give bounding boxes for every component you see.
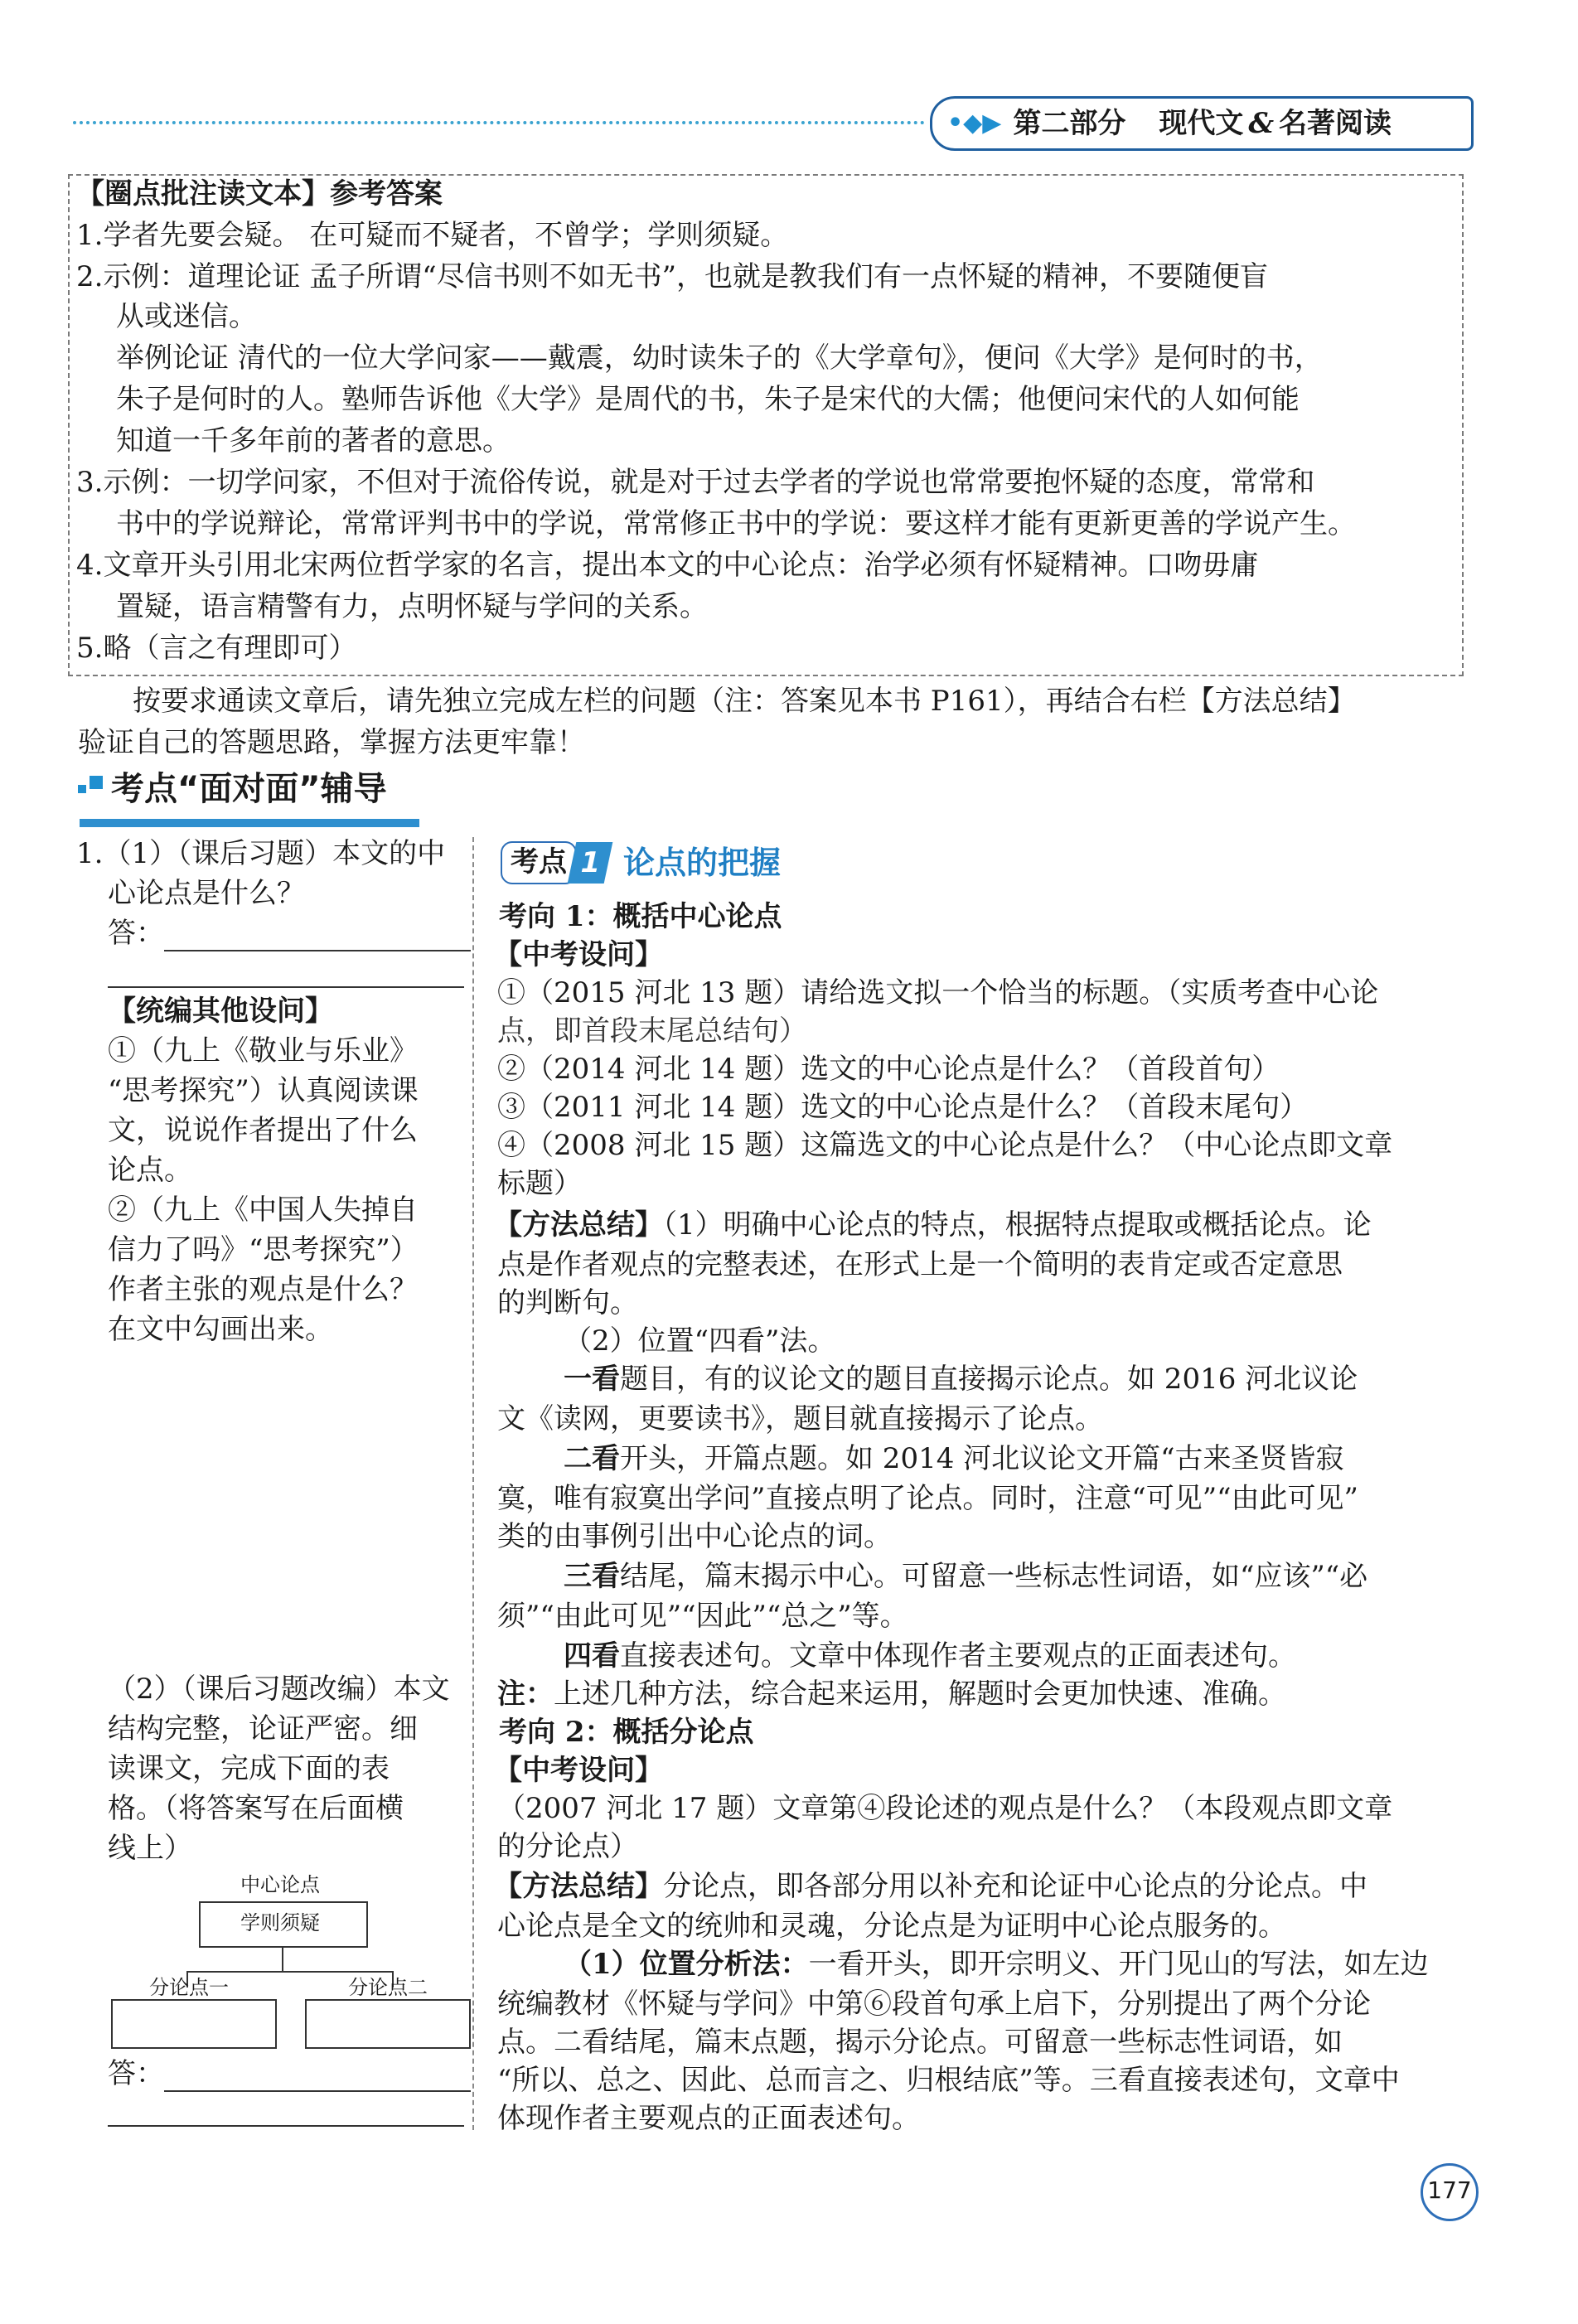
answer-line: 2.示例：道理论证 孟子所谓“尽信书则不如无书”，也就是教我们有一点怀疑的精神，不要随便盲 xyxy=(76,260,1269,293)
look1-line xyxy=(564,1361,1358,1397)
answer-title: 【圈点批注读文本】参考答案 xyxy=(76,177,443,211)
method1-label: 【方法总结】 xyxy=(494,1208,663,1242)
answer-line: 4.文章开头引用北宋两位哲学家的名言，提出本文的中心论点：治学必须有怀疑精神。口吻毋庸 xyxy=(76,549,1259,582)
look2-text: 开头，开篇点题。如 2014 河北议论文开篇“古来圣贤皆寂 xyxy=(620,1442,1344,1475)
pos2-line: 体现作者主要观点的正面表述句。 xyxy=(497,2102,920,2135)
diagram-top-label: 中心论点 xyxy=(240,1873,320,1896)
other-line: 信力了吗》“思考探究”） xyxy=(108,1233,419,1266)
section-heading xyxy=(78,771,387,807)
pos2-line: 点。二看结尾，篇末点题，揭示分论点。可留意一些标志性词语，如 xyxy=(497,2026,1343,2059)
answer-blank-line[interactable] xyxy=(108,986,464,988)
answer-line: 朱子是何时的人。塾师告诉他《大学》是周代的书，朱子是宋代的大儒；他便问宋代的人如何能 xyxy=(116,383,1300,416)
look2-line: 类的由事例引出中心论点的词。 xyxy=(497,1520,892,1553)
section-heading-text: 考点“面对面”辅导 xyxy=(111,770,387,808)
direction-2-title: 考向 2：概括分论点 xyxy=(499,1716,754,1749)
look4-bold: 四看 xyxy=(564,1639,620,1673)
other-line: ②（九上《中国人失掉自 xyxy=(108,1193,418,1227)
question-2: （2）（课后习题改编）本文 xyxy=(108,1673,450,1706)
answer-line: 举例论证 清代的一位大学问家——戴震，幼时读朱子的《大学章句》，便问《大学》是何时的书， xyxy=(116,341,1323,375)
method2-line: 心论点是全文的统帅和灵魂，分论点是为证明中心论点服务的。 xyxy=(497,1910,1286,1943)
look3-line xyxy=(564,1558,1367,1595)
diagram-sub1-label: 分论点一 xyxy=(149,1976,229,1999)
zk1-title: 【中考设问】 xyxy=(494,938,663,971)
look2-bold: 二看 xyxy=(564,1442,620,1475)
square-icon xyxy=(78,785,86,793)
zk1-line: 标题） xyxy=(497,1167,582,1200)
answer-line: 从或迷信。 xyxy=(116,300,257,333)
badge-number: 1 xyxy=(568,842,613,884)
look1-line: 文《读网，更要读书》，题目就直接揭示了论点。 xyxy=(497,1402,1103,1436)
answer-line: 3.示例：一切学问家，不但对于流俗传说，就是对于过去学者的学说也常常要抱怀疑的态度，常常和 xyxy=(76,466,1315,499)
look1-bold: 一看 xyxy=(564,1363,620,1396)
answer-blank[interactable] xyxy=(164,920,471,951)
answer-label: 答： xyxy=(108,2057,164,2090)
header-title-b: 名著阅读 xyxy=(1279,107,1392,140)
zk2-line: （2007 河北 17 题）文章第④段论述的观点是什么？（本段观点即文章 xyxy=(497,1792,1393,1825)
zk1-line: ②（2014 河北 14 题）选文的中心论点是什么？（首段首句） xyxy=(497,1053,1280,1086)
pos2-text: 一看开头，即开宗明义、开门见山的写法，如左边 xyxy=(808,1948,1429,1981)
method1-line: 点是作者观点的完整表述，在形式上是一个简明的表肯定或否定意思 xyxy=(497,1248,1343,1281)
note-text: 上述几种方法，综合起来运用，解题时会更加快速、准确。 xyxy=(554,1678,1286,1711)
answer-blank-line[interactable] xyxy=(108,2125,464,2127)
question-2: 线上） xyxy=(108,1832,192,1865)
question-1: 心论点是什么？ xyxy=(108,877,305,910)
diagram-connector xyxy=(186,1971,394,1973)
answer-line: 书中的学说辩论，常常评判书中的学说，常常修正书中的学说：要这样才能有更新更善的学说产生。 xyxy=(116,507,1356,540)
method1-line: 的判断句。 xyxy=(497,1286,638,1319)
note-line xyxy=(497,1676,1286,1712)
answer-line: 知道一千多年前的著者的意思。 xyxy=(116,424,511,458)
pos2-line: 统编教材《怀疑与学问》中第⑥段首句承上启下，分别提出了两个分论 xyxy=(497,1988,1371,2021)
header-amp: & xyxy=(1248,107,1275,140)
other-line: ①（九上《敬业与乐业》 xyxy=(108,1034,418,1068)
look3-text: 结尾，篇末揭示中心。可留意一些标志性词语，如“应该”“必 xyxy=(620,1560,1368,1593)
answer-blank[interactable] xyxy=(164,2060,471,2092)
look2-line xyxy=(564,1440,1344,1477)
section-header xyxy=(930,96,1474,151)
look4-line xyxy=(564,1638,1296,1674)
column-divider xyxy=(472,837,474,2130)
zk1-line: ③（2011 河北 14 题）选文的中心论点是什么？（首段末尾句） xyxy=(497,1091,1309,1124)
answer-line: 5.略（言之有理即可） xyxy=(76,632,357,665)
pos2-line: “所以、总之、因此、总而言之、归根结底”等。三看直接表述句，文章中 xyxy=(497,2064,1400,2097)
intro-line: 验证自己的答题思路，掌握方法更牢靠！ xyxy=(78,726,585,759)
question-2: 格。（将答案写在后面横 xyxy=(108,1792,404,1825)
position-title: （2）位置“四看”法。 xyxy=(564,1324,836,1358)
question-1: 1.（1）（课后习题）本文的中 xyxy=(76,837,446,870)
question-2: 读课文，完成下面的表 xyxy=(108,1752,390,1785)
diagram-sub2-label: 分论点二 xyxy=(348,1976,428,1999)
answer-field[interactable] xyxy=(108,915,471,951)
method1-text: （1）明确中心论点的特点，根据特点提取或概括论点。论 xyxy=(663,1208,1372,1242)
look2-line: 寞，唯有寂寞出学问”直接点明了论点。同时，注意“可见”“由此可见” xyxy=(497,1482,1358,1515)
other-title: 【统编其他设问】 xyxy=(108,995,333,1028)
method2-label: 【方法总结】 xyxy=(494,1870,663,1903)
look3-bold: 三看 xyxy=(564,1560,620,1593)
look3-line: 须”“由此可见”“因此”“总之”等。 xyxy=(497,1600,908,1633)
answer-line: 1.学者先要会疑。 在可疑而不疑者，不曾学；学则须疑。 xyxy=(76,219,789,252)
badge-label: 考点 xyxy=(501,841,577,884)
other-line: 作者主张的观点是什么？ xyxy=(108,1273,418,1306)
header-dotted-rule xyxy=(73,121,925,124)
zk2-line: 的分论点） xyxy=(497,1830,638,1863)
intro-line: 按要求通读文章后，请先独立完成左栏的问题（注：答案见本书 P161），再结合右栏【方法总结】 xyxy=(133,685,1356,718)
badge-title: 论点的把握 xyxy=(623,845,782,881)
answer-field-2[interactable] xyxy=(108,2055,471,2092)
zk1-line: 点，即首段末尾总结句） xyxy=(497,1014,807,1048)
topic-badge xyxy=(501,841,781,884)
zk1-line: ①（2015 河北 13 题）请给选文拟一个恰当的标题。（实质考查中心论 xyxy=(497,976,1379,1009)
other-line: 论点。 xyxy=(108,1154,192,1187)
other-line: 在文中勾画出来。 xyxy=(108,1313,333,1346)
answer-line: 置疑，语言精警有力，点明怀疑与学问的关系。 xyxy=(116,590,708,623)
zk2-title: 【中考设问】 xyxy=(494,1754,663,1787)
diagram-connector xyxy=(282,1946,283,1971)
pos2-line xyxy=(564,1946,1429,1983)
method2-line xyxy=(494,1868,1367,1905)
look1-text: 题目，有的议论文的题目直接揭示论点。如 2016 河北议论 xyxy=(620,1363,1358,1396)
other-line: 文，说说作者提出了什么 xyxy=(108,1114,418,1147)
diagram-sub1-box[interactable] xyxy=(111,1999,277,2049)
look4-text: 直接表述句。文章中体现作者主要观点的正面表述句。 xyxy=(620,1639,1296,1673)
diagram-sub2-box[interactable] xyxy=(305,1999,471,2049)
pos2-bold: （1）位置分析法： xyxy=(564,1948,809,1981)
page-number: 177 xyxy=(1421,2163,1479,2221)
method2-text: 分论点，即各部分用以补充和论证中心论点的分论点。中 xyxy=(663,1870,1367,1903)
header-part: 第二部分 xyxy=(1013,107,1126,140)
other-line: “思考探究”）认真阅读课 xyxy=(108,1074,419,1107)
heading-underline xyxy=(80,819,419,827)
zk1-line: ④（2008 河北 15 题）这篇选文的中心论点是什么？（中心论点即文章 xyxy=(497,1129,1393,1162)
direction-1-title: 考向 1：概括中心论点 xyxy=(499,900,782,933)
arrow-icon: •◆▶ xyxy=(947,109,1002,138)
method1-line xyxy=(494,1207,1372,1243)
diagram-top-text: 学则须疑 xyxy=(240,1911,320,1934)
answer-label: 答： xyxy=(108,917,164,950)
question-2: 结构完整，论证严密。细 xyxy=(108,1712,418,1745)
header-title-a: 现代文 xyxy=(1159,107,1244,140)
note-label: 注： xyxy=(497,1678,554,1711)
square-icon xyxy=(90,776,103,789)
